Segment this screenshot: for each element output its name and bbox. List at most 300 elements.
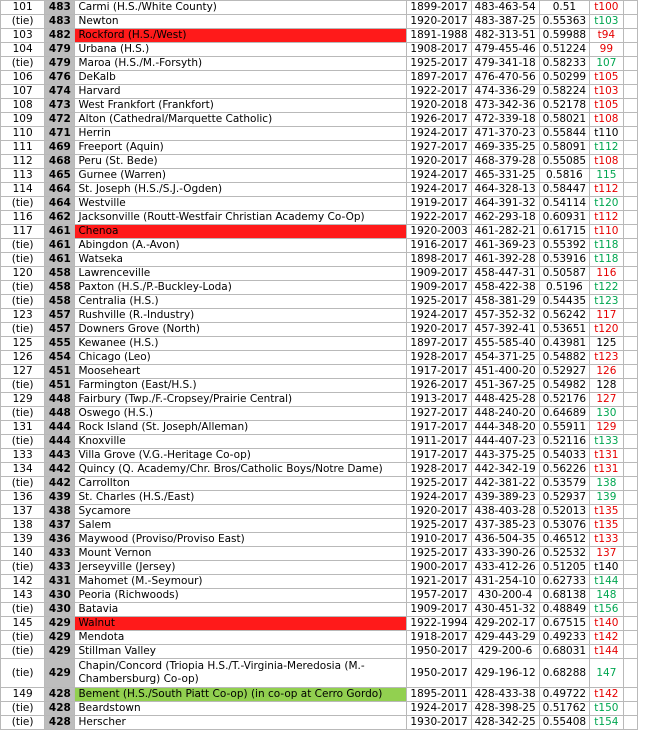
years-cell: 1922-2017 [407, 211, 471, 225]
school-name-cell: Walnut [75, 617, 407, 631]
rank-cell: 109 [1, 113, 45, 127]
win-pct-cell: 0.55911 [539, 421, 589, 435]
school-name-cell: Bement (H.S./South Piatt Co-op) (in co-op at Cerro Gordo) [75, 688, 407, 702]
trailing-cell [623, 253, 637, 267]
rank-cell: 125 [1, 337, 45, 351]
table-row [1, 169, 638, 183]
record-cell: 431-254-10 [471, 575, 539, 589]
prior-rank-cell: 99 [590, 43, 624, 57]
trailing-cell [623, 197, 637, 211]
trailing-cell [623, 29, 637, 43]
table-row [1, 589, 638, 603]
record-cell: 454-371-25 [471, 351, 539, 365]
points-cell: 483 [45, 15, 75, 29]
trailing-cell [623, 463, 637, 477]
rank-cell: (tie) [1, 716, 45, 730]
table-row [1, 253, 638, 267]
win-pct-cell: 0.49722 [539, 688, 589, 702]
record-cell: 464-391-32 [471, 197, 539, 211]
points-cell: 430 [45, 589, 75, 603]
table-row [1, 127, 638, 141]
years-cell: 1927-2017 [407, 407, 471, 421]
trailing-cell [623, 211, 637, 225]
prior-rank-cell: t154 [590, 716, 624, 730]
win-pct-cell: 0.64689 [539, 407, 589, 421]
rank-cell: 126 [1, 351, 45, 365]
record-cell: 458-381-29 [471, 295, 539, 309]
trailing-cell [623, 337, 637, 351]
table-row [1, 15, 638, 29]
win-pct-cell: 0.53076 [539, 519, 589, 533]
trailing-cell [623, 351, 637, 365]
table-row [1, 659, 638, 688]
rank-cell: 104 [1, 43, 45, 57]
years-cell: 1920-2017 [407, 323, 471, 337]
table-row [1, 631, 638, 645]
points-cell: 465 [45, 169, 75, 183]
years-cell: 1909-2017 [407, 267, 471, 281]
trailing-cell [623, 477, 637, 491]
prior-rank-cell: 128 [590, 379, 624, 393]
record-cell: 465-331-25 [471, 169, 539, 183]
school-name-cell: Alton (Cathedral/Marquette Catholic) [75, 113, 407, 127]
prior-rank-cell: 137 [590, 547, 624, 561]
trailing-cell [623, 43, 637, 57]
trailing-cell [623, 645, 637, 659]
prior-rank-cell: t150 [590, 702, 624, 716]
years-cell: 1928-2017 [407, 351, 471, 365]
points-cell: 471 [45, 127, 75, 141]
trailing-cell [623, 575, 637, 589]
rank-cell: (tie) [1, 477, 45, 491]
school-name-cell: Oswego (H.S.) [75, 407, 407, 421]
years-cell: 1920-2017 [407, 155, 471, 169]
prior-rank-cell: t142 [590, 631, 624, 645]
win-pct-cell: 0.50299 [539, 71, 589, 85]
trailing-cell [623, 365, 637, 379]
points-cell: 443 [45, 449, 75, 463]
prior-rank-cell: t112 [590, 211, 624, 225]
points-cell: 468 [45, 155, 75, 169]
rank-cell: (tie) [1, 295, 45, 309]
record-cell: 458-422-38 [471, 281, 539, 295]
school-name-cell: Chapin/Concord (Triopia H.S./T.-Virginia-Meredosia (M.-Chambersburg) Co-op) [75, 659, 407, 688]
trailing-cell [623, 155, 637, 169]
record-cell: 473-342-36 [471, 99, 539, 113]
points-cell: 430 [45, 603, 75, 617]
years-cell: 1899-2017 [407, 1, 471, 15]
trailing-cell [623, 533, 637, 547]
rank-cell: 140 [1, 547, 45, 561]
points-cell: 429 [45, 645, 75, 659]
points-cell: 455 [45, 337, 75, 351]
table-row [1, 85, 638, 99]
rank-cell: 107 [1, 85, 45, 99]
years-cell: 1922-2017 [407, 85, 471, 99]
years-cell: 1909-2017 [407, 281, 471, 295]
school-name-cell: DeKalb [75, 71, 407, 85]
years-cell: 1925-2017 [407, 295, 471, 309]
win-pct-cell: 0.52116 [539, 435, 589, 449]
points-cell: 428 [45, 716, 75, 730]
table-row [1, 645, 638, 659]
rank-cell: (tie) [1, 57, 45, 71]
record-cell: 428-342-25 [471, 716, 539, 730]
prior-rank-cell: 117 [590, 309, 624, 323]
win-pct-cell: 0.55408 [539, 716, 589, 730]
record-cell: 457-392-41 [471, 323, 539, 337]
table-row [1, 323, 638, 337]
years-cell: 1897-2017 [407, 71, 471, 85]
points-cell: 461 [45, 225, 75, 239]
school-name-cell: Gurnee (Warren) [75, 169, 407, 183]
prior-rank-cell: 129 [590, 421, 624, 435]
points-cell: 444 [45, 421, 75, 435]
rank-cell: 108 [1, 99, 45, 113]
years-cell: 1925-2017 [407, 477, 471, 491]
points-cell: 474 [45, 85, 75, 99]
years-cell: 1913-2017 [407, 393, 471, 407]
prior-rank-cell: t112 [590, 183, 624, 197]
trailing-cell [623, 435, 637, 449]
trailing-cell [623, 85, 637, 99]
rank-cell: 101 [1, 1, 45, 15]
prior-rank-cell: t100 [590, 1, 624, 15]
years-cell: 1909-2017 [407, 603, 471, 617]
rank-cell: 139 [1, 533, 45, 547]
rank-cell: 123 [1, 309, 45, 323]
win-pct-cell: 0.43981 [539, 337, 589, 351]
prior-rank-cell: 130 [590, 407, 624, 421]
prior-rank-cell: t118 [590, 253, 624, 267]
win-pct-cell: 0.5816 [539, 169, 589, 183]
points-cell: 451 [45, 379, 75, 393]
years-cell: 1895-2011 [407, 688, 471, 702]
school-name-cell: Rushville (R.-Industry) [75, 309, 407, 323]
prior-rank-cell: 115 [590, 169, 624, 183]
trailing-cell [623, 113, 637, 127]
points-cell: 433 [45, 547, 75, 561]
win-pct-cell: 0.51205 [539, 561, 589, 575]
table-row [1, 197, 638, 211]
trailing-cell [623, 1, 637, 15]
table-row [1, 337, 638, 351]
years-cell: 1924-2017 [407, 702, 471, 716]
prior-rank-cell: t142 [590, 688, 624, 702]
win-pct-cell: 0.52937 [539, 491, 589, 505]
rank-cell: (tie) [1, 645, 45, 659]
trailing-cell [623, 15, 637, 29]
years-cell: 1917-2017 [407, 365, 471, 379]
prior-rank-cell: 107 [590, 57, 624, 71]
record-cell: 472-339-18 [471, 113, 539, 127]
win-pct-cell: 0.59988 [539, 29, 589, 43]
win-pct-cell: 0.52176 [539, 393, 589, 407]
trailing-cell [623, 57, 637, 71]
table-row [1, 603, 638, 617]
school-name-cell: Rock Island (St. Joseph/Alleman) [75, 421, 407, 435]
rank-cell: (tie) [1, 253, 45, 267]
win-pct-cell: 0.53579 [539, 477, 589, 491]
rank-cell: 113 [1, 169, 45, 183]
rank-cell: 138 [1, 519, 45, 533]
school-name-cell: Peoria (Richwoods) [75, 589, 407, 603]
points-cell: 458 [45, 267, 75, 281]
table-row [1, 421, 638, 435]
record-cell: 462-293-18 [471, 211, 539, 225]
years-cell: 1924-2017 [407, 127, 471, 141]
school-name-cell: Herscher [75, 716, 407, 730]
record-cell: 448-425-28 [471, 393, 539, 407]
rank-cell: 112 [1, 155, 45, 169]
school-name-cell: Downers Grove (North) [75, 323, 407, 337]
points-cell: 451 [45, 365, 75, 379]
record-cell: 451-400-20 [471, 365, 539, 379]
school-name-cell: Beardstown [75, 702, 407, 716]
trailing-cell [623, 547, 637, 561]
school-name-cell: Jerseyville (Jersey) [75, 561, 407, 575]
rank-cell: 116 [1, 211, 45, 225]
table-row [1, 491, 638, 505]
rank-cell: 149 [1, 688, 45, 702]
prior-rank-cell: t135 [590, 505, 624, 519]
school-name-cell: St. Joseph (H.S./S.J.-Ogden) [75, 183, 407, 197]
points-cell: 479 [45, 43, 75, 57]
trailing-cell [623, 323, 637, 337]
school-name-cell: Paxton (H.S./P.-Buckley-Loda) [75, 281, 407, 295]
prior-rank-cell: t112 [590, 141, 624, 155]
prior-rank-cell: t123 [590, 351, 624, 365]
points-cell: 469 [45, 141, 75, 155]
trailing-cell [623, 505, 637, 519]
win-pct-cell: 0.46512 [539, 533, 589, 547]
record-cell: 439-389-23 [471, 491, 539, 505]
prior-rank-cell: 126 [590, 365, 624, 379]
points-cell: 461 [45, 239, 75, 253]
record-cell: 457-352-32 [471, 309, 539, 323]
record-cell: 455-585-40 [471, 337, 539, 351]
years-cell: 1918-2017 [407, 631, 471, 645]
table-row [1, 435, 638, 449]
points-cell: 444 [45, 435, 75, 449]
points-cell: 454 [45, 351, 75, 365]
points-cell: 438 [45, 505, 75, 519]
record-cell: 461-282-21 [471, 225, 539, 239]
win-pct-cell: 0.58224 [539, 85, 589, 99]
years-cell: 1924-2017 [407, 183, 471, 197]
win-pct-cell: 0.58447 [539, 183, 589, 197]
years-cell: 1928-2017 [407, 463, 471, 477]
table-row [1, 716, 638, 730]
prior-rank-cell: t144 [590, 645, 624, 659]
points-cell: 436 [45, 533, 75, 547]
trailing-cell [623, 99, 637, 113]
school-name-cell: Salem [75, 519, 407, 533]
win-pct-cell: 0.55844 [539, 127, 589, 141]
record-cell: 438-403-28 [471, 505, 539, 519]
school-name-cell: Mahomet (M.-Seymour) [75, 575, 407, 589]
points-cell: 461 [45, 253, 75, 267]
school-name-cell: Chenoa [75, 225, 407, 239]
school-name-cell: Watseka [75, 253, 407, 267]
prior-rank-cell: t133 [590, 533, 624, 547]
record-cell: 436-504-35 [471, 533, 539, 547]
record-cell: 444-348-20 [471, 421, 539, 435]
rank-cell: 129 [1, 393, 45, 407]
record-cell: 479-341-18 [471, 57, 539, 71]
win-pct-cell: 0.68288 [539, 659, 589, 688]
win-pct-cell: 0.68138 [539, 589, 589, 603]
school-name-cell: Abingdon (A.-Avon) [75, 239, 407, 253]
trailing-cell [623, 71, 637, 85]
trailing-cell [623, 617, 637, 631]
school-name-cell: Westville [75, 197, 407, 211]
win-pct-cell: 0.67515 [539, 617, 589, 631]
rank-cell: 134 [1, 463, 45, 477]
school-name-cell: Peru (St. Bede) [75, 155, 407, 169]
rank-cell: (tie) [1, 407, 45, 421]
years-cell: 1911-2017 [407, 435, 471, 449]
prior-rank-cell: 148 [590, 589, 624, 603]
years-cell: 1920-2017 [407, 15, 471, 29]
years-cell: 1926-2017 [407, 113, 471, 127]
years-cell: 1908-2017 [407, 43, 471, 57]
table-row [1, 113, 638, 127]
win-pct-cell: 0.58091 [539, 141, 589, 155]
trailing-cell [623, 688, 637, 702]
points-cell: 457 [45, 309, 75, 323]
win-pct-cell: 0.68031 [539, 645, 589, 659]
trailing-cell [623, 519, 637, 533]
trailing-cell [623, 603, 637, 617]
years-cell: 1917-2017 [407, 421, 471, 435]
prior-rank-cell: 127 [590, 393, 624, 407]
record-cell: 461-392-28 [471, 253, 539, 267]
win-pct-cell: 0.61715 [539, 225, 589, 239]
rank-cell: (tie) [1, 197, 45, 211]
rank-cell: (tie) [1, 659, 45, 688]
rank-cell: (tie) [1, 435, 45, 449]
record-cell: 429-200-6 [471, 645, 539, 659]
prior-rank-cell: t120 [590, 323, 624, 337]
win-pct-cell: 0.55392 [539, 239, 589, 253]
trailing-cell [623, 225, 637, 239]
rank-cell: (tie) [1, 631, 45, 645]
table-row [1, 547, 638, 561]
table-row [1, 702, 638, 716]
record-cell: 443-375-25 [471, 449, 539, 463]
table-row [1, 141, 638, 155]
points-cell: 472 [45, 113, 75, 127]
rank-cell: (tie) [1, 323, 45, 337]
record-cell: 474-336-29 [471, 85, 539, 99]
points-cell: 442 [45, 477, 75, 491]
win-pct-cell: 0.52532 [539, 547, 589, 561]
win-pct-cell: 0.58021 [539, 113, 589, 127]
years-cell: 1925-2017 [407, 519, 471, 533]
trailing-cell [623, 281, 637, 295]
rank-cell: 137 [1, 505, 45, 519]
prior-rank-cell: t131 [590, 449, 624, 463]
win-pct-cell: 0.54033 [539, 449, 589, 463]
points-cell: 439 [45, 491, 75, 505]
record-cell: 433-390-26 [471, 547, 539, 561]
points-cell: 448 [45, 393, 75, 407]
prior-rank-cell: t110 [590, 225, 624, 239]
school-name-cell: Maywood (Proviso/Proviso East) [75, 533, 407, 547]
rank-cell: 120 [1, 267, 45, 281]
rank-cell: 110 [1, 127, 45, 141]
trailing-cell [623, 393, 637, 407]
rank-cell: 111 [1, 141, 45, 155]
points-cell: 429 [45, 617, 75, 631]
school-name-cell: Batavia [75, 603, 407, 617]
prior-rank-cell: t120 [590, 197, 624, 211]
win-pct-cell: 0.54114 [539, 197, 589, 211]
years-cell: 1920-2017 [407, 505, 471, 519]
points-cell: 428 [45, 688, 75, 702]
table-row [1, 71, 638, 85]
trailing-cell [623, 239, 637, 253]
rank-cell: 106 [1, 71, 45, 85]
record-cell: 428-398-25 [471, 702, 539, 716]
rank-cell: (tie) [1, 281, 45, 295]
rank-cell: (tie) [1, 702, 45, 716]
win-pct-cell: 0.56226 [539, 463, 589, 477]
years-cell: 1900-2017 [407, 561, 471, 575]
trailing-cell [623, 183, 637, 197]
rank-cell: 103 [1, 29, 45, 43]
points-cell: 479 [45, 57, 75, 71]
record-cell: 451-367-25 [471, 379, 539, 393]
rank-cell: 142 [1, 575, 45, 589]
win-pct-cell: 0.52013 [539, 505, 589, 519]
school-name-cell: Stillman Valley [75, 645, 407, 659]
rank-cell: 117 [1, 225, 45, 239]
table-row [1, 449, 638, 463]
school-name-cell: Rockford (H.S./West) [75, 29, 407, 43]
trailing-cell [623, 295, 637, 309]
trailing-cell [623, 141, 637, 155]
rank-cell: 143 [1, 589, 45, 603]
school-name-cell: Urbana (H.S.) [75, 43, 407, 57]
table-row [1, 407, 638, 421]
record-cell: 469-335-25 [471, 141, 539, 155]
record-cell: 448-240-20 [471, 407, 539, 421]
years-cell: 1916-2017 [407, 239, 471, 253]
school-name-cell: Herrin [75, 127, 407, 141]
record-cell: 476-470-56 [471, 71, 539, 85]
prior-rank-cell: t131 [590, 463, 624, 477]
trailing-cell [623, 309, 637, 323]
table-row [1, 225, 638, 239]
points-cell: 458 [45, 295, 75, 309]
record-cell: 444-407-23 [471, 435, 539, 449]
prior-rank-cell: t103 [590, 85, 624, 99]
rank-cell: 145 [1, 617, 45, 631]
table-row [1, 267, 638, 281]
win-pct-cell: 0.58233 [539, 57, 589, 71]
trailing-cell [623, 702, 637, 716]
table-row [1, 533, 638, 547]
win-pct-cell: 0.52178 [539, 99, 589, 113]
prior-rank-cell: t108 [590, 155, 624, 169]
years-cell: 1917-2017 [407, 449, 471, 463]
win-pct-cell: 0.60931 [539, 211, 589, 225]
win-pct-cell: 0.51224 [539, 43, 589, 57]
school-name-cell: Freeport (Aquin) [75, 141, 407, 155]
years-cell: 1957-2017 [407, 589, 471, 603]
